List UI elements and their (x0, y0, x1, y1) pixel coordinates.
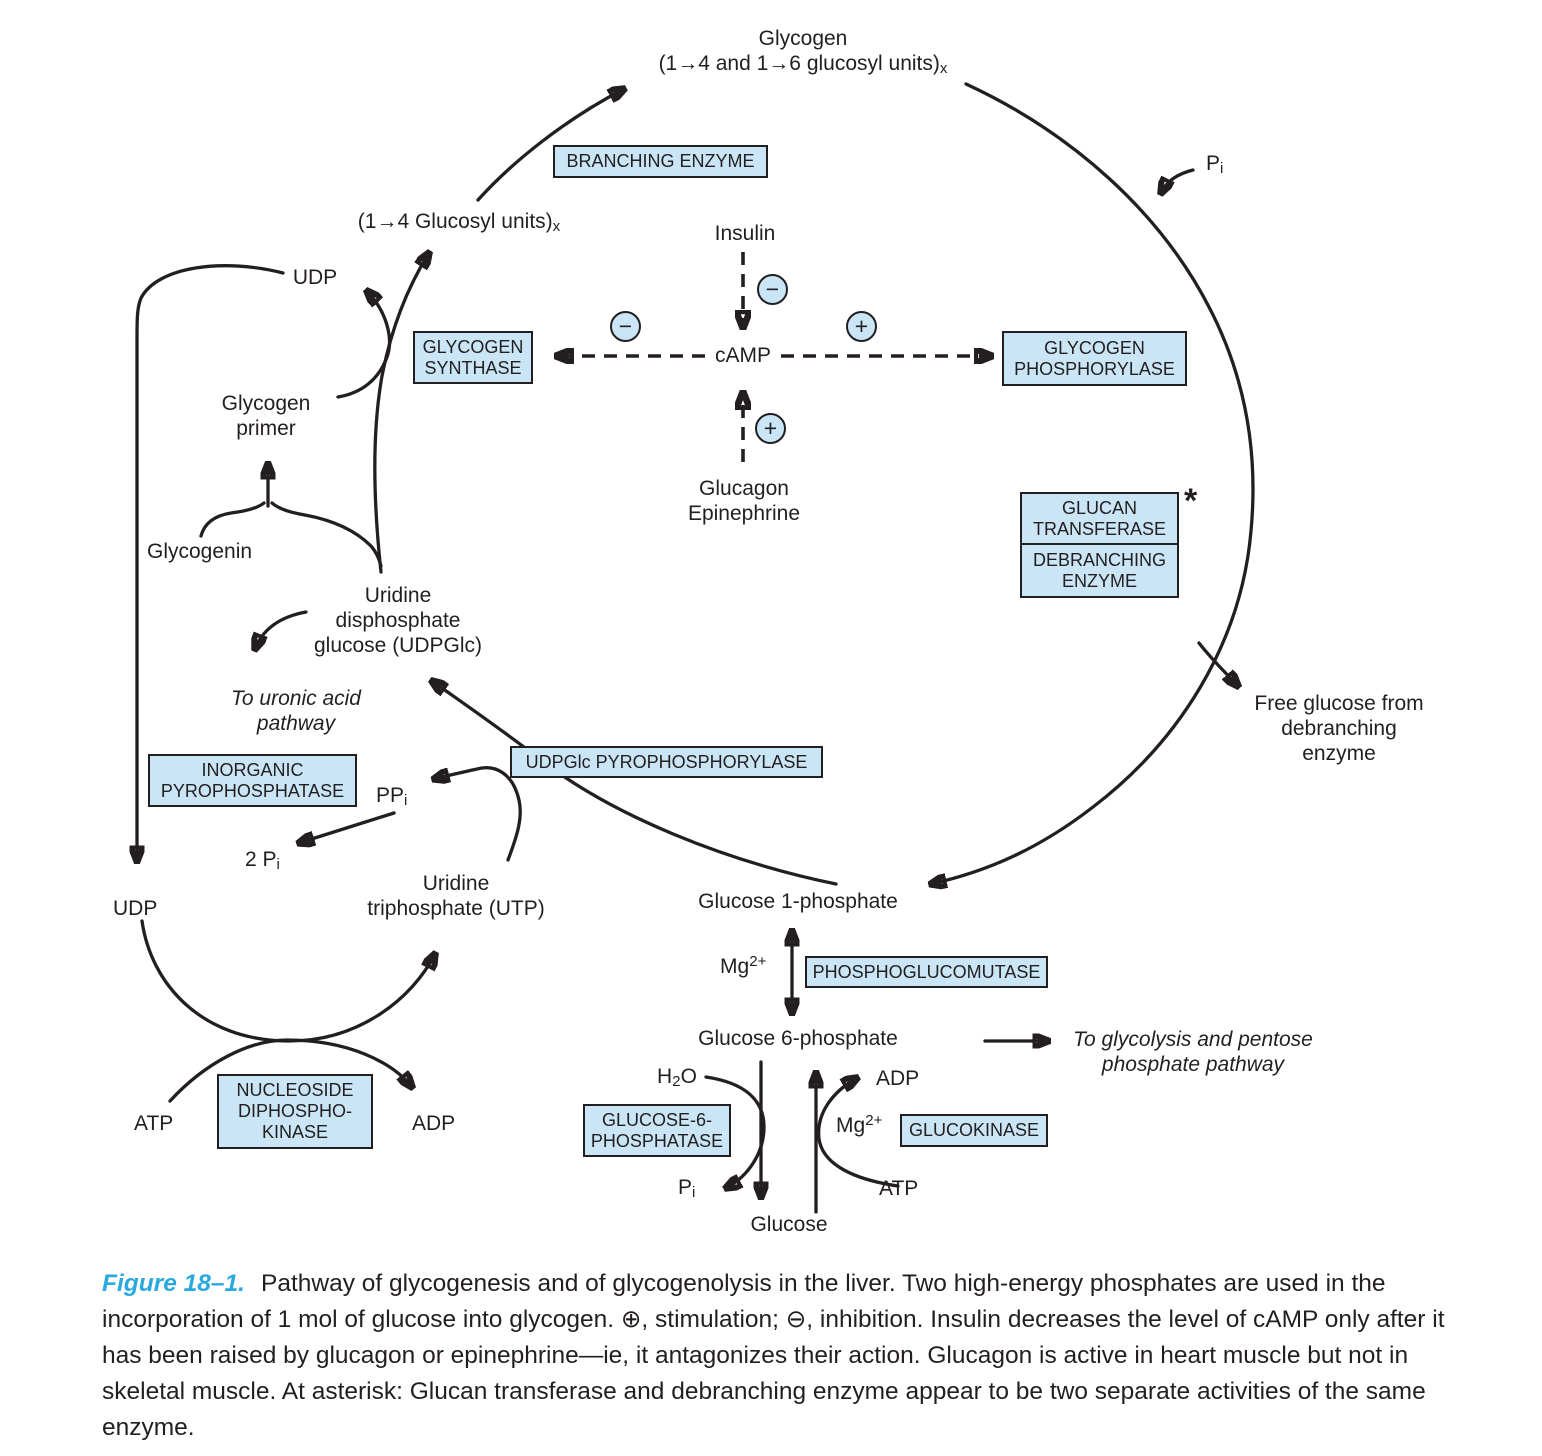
arrow-g1p-to-udpglc (432, 681, 836, 884)
glucosyl-units-label: (1→4 Glucosyl $units)_x$ (357, 210, 561, 236)
glycogenin-label: Glycogenin (147, 540, 253, 563)
utp-label: Uridine triphosphate (UTP) (367, 872, 545, 920)
glycogen-synthase-box: GLYCOGEN SYNTHASE (413, 331, 533, 384)
uronic-acid-pathway-label: To uronic acid pathway (231, 687, 361, 735)
plus-sign-phosphorylase-icon: + (846, 311, 877, 342)
arrow-pi-entry (1161, 170, 1193, 193)
glycogen-phosphorylase-box: GLYCOGEN PHOSPHORYLASE (1002, 331, 1187, 386)
glucose-1-phosphate-label: Glucose 1-phosphate (698, 890, 898, 913)
arrow-udp-to-utp (142, 921, 435, 1041)
phosphoglucomutase-box: PHOSPHOGLUCOMUTASE (805, 956, 1048, 988)
adp-ndk-label: ADP (412, 1112, 456, 1135)
debranching-enzyme-box: DEBRANCHING ENZYME (1020, 543, 1179, 598)
glycogen-primer-label: Glycogen primer (221, 392, 311, 440)
pi-phosphatase-label: $P_i$ (678, 1176, 696, 1202)
brace-glycogenin-right (272, 503, 381, 566)
glucan-transferase-box: GLUCAN TRANSFERASE (1020, 492, 1179, 545)
arrow-ppi-to-2pi (299, 813, 394, 843)
plus-sign-glucagon-icon: + (755, 413, 786, 444)
arrow-utp-to-ppi-loop (434, 768, 520, 860)
adp-glucokinase-label: ADP (876, 1067, 920, 1090)
figure-caption-text: Pathway of glycogenesis and of glycogenolysis in the liver. Two high-energy phosphates are used in the incorporation of 1 mol of glucose into glycogen. ⊕, stimulation; ⊖, inhibition. Insulin decreases the level of cAMP only after it has been raised by glucagon or epinephrine—ie, it antagonizes their action. Glucagon is active in heart muscle but not in skeletal muscle. At asterisk: Glucan transferase and debranching enzyme appear to be two separate activities of the same enzyme. (102, 1270, 1445, 1441)
ppi-label: $PP_i$ (376, 784, 408, 810)
minus-sign-synthase-icon: − (610, 311, 641, 342)
udp-top-label: UDP (292, 266, 338, 289)
glucose-6-phosphate-label: Glucose 6-phosphate (698, 1027, 898, 1050)
nucleoside-diphosphokinase-box: NUCLEOSIDE DIPHOSPHO- KINASE (217, 1074, 373, 1149)
two-pi-label: 2 $P_i$ (245, 848, 280, 874)
figure-number-label: Figure 18–1. (102, 1270, 245, 1297)
arrow-glycogenolysis-arc (931, 84, 1253, 884)
camp-label: cAMP (714, 344, 772, 367)
minus-sign-insulin-icon: − (757, 274, 788, 305)
udpglc-pyrophosphorylase-box: UDPGlc PYROPHOSPHORYLASE (510, 746, 823, 778)
atp-ndk-label: ATP (134, 1112, 174, 1135)
pi-top-right-label: $P_i$ (1206, 152, 1224, 178)
glucose-6-phosphatase-box: GLUCOSE-6- PHOSPHATASE (583, 1104, 731, 1157)
asterisk-note: * (1184, 482, 1198, 520)
glucose-label: Glucose (750, 1213, 828, 1236)
insulin-label: Insulin (714, 222, 776, 245)
glucokinase-box: GLUCOKINASE (900, 1114, 1048, 1147)
free-glucose-label: Free glucose from debranching enzyme (1254, 692, 1424, 765)
branching-enzyme-box: BRANCHING ENZYME (553, 145, 768, 178)
arrow-glycogenesis-arc (375, 253, 429, 572)
h2o-label: $H_2O$ (657, 1065, 697, 1091)
inorganic-pyrophosphatase-box: INORGANIC PYROPHOSPHATASE (148, 754, 357, 807)
udpglc-label: Uridine disphosphate glucose (UDPGlc) (313, 584, 483, 657)
glycogen-label: Glycogen (1→4 and 1→6 glucosyl $units)_x$ (658, 27, 948, 78)
brace-glycogenin-left (201, 503, 264, 536)
mg-glucokinase-label: $Mg^{2+}$ (836, 1112, 883, 1137)
figure-caption (102, 1266, 1452, 1446)
udp-bottom-label: UDP (113, 897, 158, 920)
glycolysis-pathway-label: To glycolysis and pentose phosphate pathway (1073, 1028, 1313, 1076)
glucagon-epinephrine-label: Glucagon Epinephrine (687, 477, 801, 525)
atp-glucokinase-label: ATP (879, 1177, 919, 1200)
mg-phosphoglucomutase-label: $Mg^{2+}$ (720, 953, 767, 978)
arrow-to-uronic (255, 612, 306, 649)
